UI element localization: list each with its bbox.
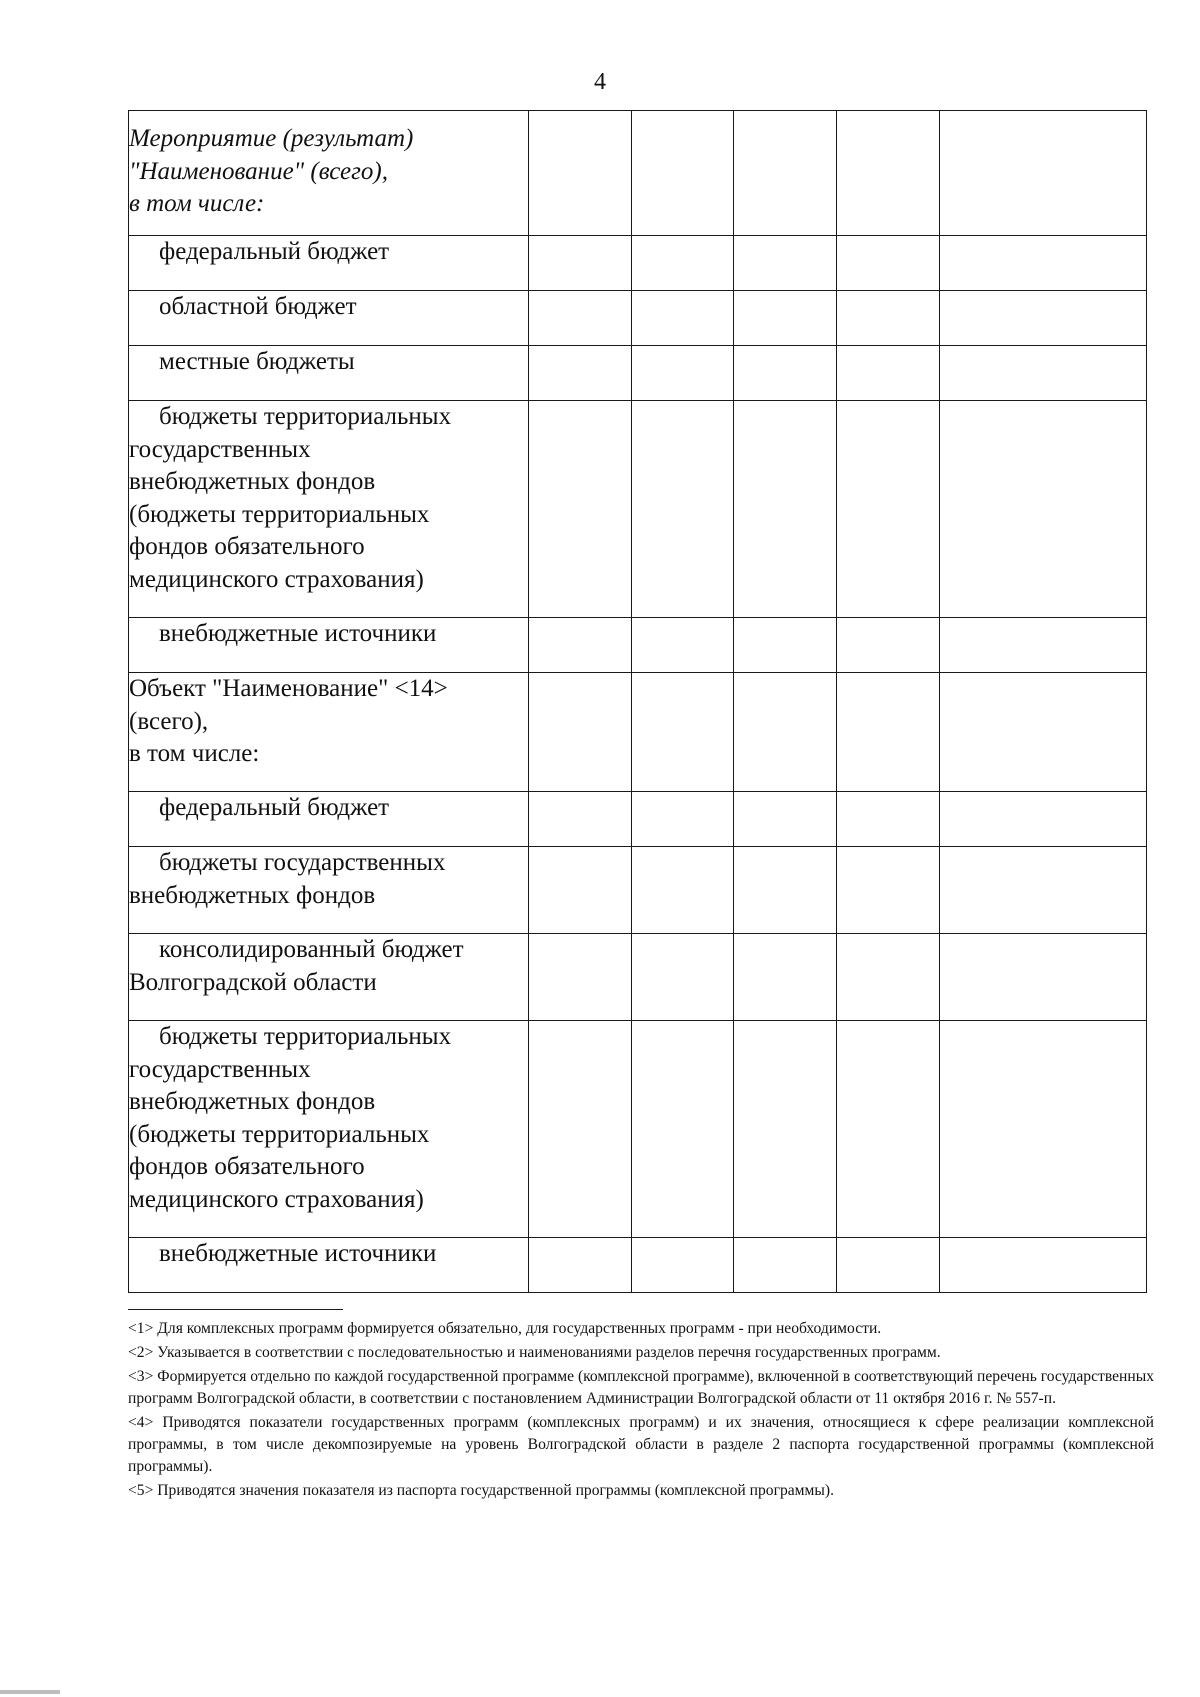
- value-cell: [632, 236, 734, 291]
- row-label-cell: [129, 236, 529, 291]
- value-cell: [940, 111, 1147, 236]
- value-cell: [632, 1238, 734, 1293]
- value-cell: [940, 236, 1147, 291]
- table-row: [129, 1021, 1147, 1238]
- value-cell: [529, 1021, 632, 1238]
- row-label-line: местные бюджеты: [159, 348, 355, 375]
- value-cell: [734, 1021, 837, 1238]
- row-label-line: в том числе:: [129, 190, 265, 217]
- value-cell: [837, 111, 940, 236]
- row-label-line: федеральный бюджет: [159, 794, 390, 821]
- row-label-cell: [129, 618, 529, 673]
- value-cell: [940, 618, 1147, 673]
- row-label-line: Мероприятие (результат): [129, 125, 414, 152]
- footnote-2: <2> Указывается в соответствии с последовательностью и наименованиями разделов перечня государственных программ.: [128, 1344, 941, 1361]
- value-cell: [940, 1021, 1147, 1238]
- value-cell: [734, 401, 837, 618]
- row-label-cell: [129, 291, 529, 346]
- value-cell: [837, 847, 940, 934]
- table-row: [129, 618, 1147, 673]
- table-row: [129, 847, 1147, 934]
- value-cell: [529, 346, 632, 401]
- row-label-line: внебюджетные источники: [159, 1240, 437, 1267]
- value-cell: [529, 401, 632, 618]
- value-cell: [940, 792, 1147, 847]
- value-cell: [734, 291, 837, 346]
- table-row: [129, 346, 1147, 401]
- value-cell: [837, 934, 940, 1021]
- table-row: [129, 401, 1147, 618]
- row-label-line: фондов обязательного: [129, 533, 365, 560]
- footnote-3: <3> Формируется отдельно по каждой государственной программе (комплексной программе), включенной в соответствующий перечень государственных программ Волгоградской области, в соответствии с постановлением Администрации Волгоградской области от 11 октября 2016 г. № 557-п.: [128, 1368, 1154, 1407]
- footnote-separator: [128, 1309, 343, 1310]
- row-label-cell: [129, 1238, 529, 1293]
- row-label-line: внебюджетных фондов: [129, 881, 376, 909]
- footnotes: [128, 1318, 1154, 1504]
- table-row: [129, 792, 1147, 847]
- value-cell: [632, 792, 734, 847]
- value-cell: [837, 291, 940, 346]
- value-cell: [529, 618, 632, 673]
- row-label-cell: [129, 111, 529, 236]
- row-label-line: бюджеты территориальных: [159, 403, 452, 430]
- table-row: [129, 291, 1147, 346]
- value-cell: [837, 792, 940, 847]
- row-label-line: (бюджеты территориальных: [129, 1120, 430, 1148]
- value-cell: [529, 792, 632, 847]
- table-row: [129, 1238, 1147, 1293]
- value-cell: [632, 673, 734, 792]
- value-cell: [632, 934, 734, 1021]
- value-cell: [837, 346, 940, 401]
- value-cell: [940, 934, 1147, 1021]
- value-cell: [837, 236, 940, 291]
- value-cell: [837, 401, 940, 618]
- row-label-line: (бюджеты территориальных: [129, 500, 430, 528]
- value-cell: [529, 236, 632, 291]
- value-cell: [940, 346, 1147, 401]
- value-cell: [734, 934, 837, 1021]
- footnote-5: <5> Приводятся значения показателя из паспорта государственной программы (комплексной программы).: [128, 1482, 834, 1499]
- scan-artifact: [0, 1690, 60, 1694]
- value-cell: [734, 618, 837, 673]
- value-cell: [529, 291, 632, 346]
- value-cell: [940, 847, 1147, 934]
- row-label-line: областной бюджет: [159, 293, 357, 320]
- row-label-line: "Наименование" (всего),: [129, 157, 388, 185]
- table-row: [129, 934, 1147, 1021]
- value-cell: [837, 618, 940, 673]
- row-label-line: внебюджетных фондов: [129, 468, 376, 495]
- value-cell: [734, 111, 837, 236]
- value-cell: [940, 1238, 1147, 1293]
- row-label-line: внебюджетных фондов: [129, 1088, 376, 1115]
- value-cell: [734, 792, 837, 847]
- table-row: [129, 111, 1147, 236]
- footnote-1: <1> Для комплексных программ формируется обязательно, для государственных программ - при необходимости.: [128, 1320, 882, 1337]
- value-cell: [632, 401, 734, 618]
- value-cell: [632, 346, 734, 401]
- row-label-line: государственных: [129, 435, 311, 463]
- table-row: [129, 236, 1147, 291]
- value-cell: [632, 847, 734, 934]
- value-cell: [529, 1238, 632, 1293]
- row-label-line: в том числе:: [129, 740, 260, 767]
- value-cell: [632, 1021, 734, 1238]
- value-cell: [529, 934, 632, 1021]
- value-cell: [734, 236, 837, 291]
- row-label-cell: [129, 673, 529, 792]
- funding-table: [128, 110, 1147, 1293]
- value-cell: [529, 673, 632, 792]
- table-row: [129, 673, 1147, 792]
- row-label-line: бюджеты государственных: [159, 849, 446, 876]
- value-cell: [734, 847, 837, 934]
- value-cell: [632, 111, 734, 236]
- row-label-line: внебюджетные источники: [159, 620, 437, 647]
- row-label-line: Объект "Наименование" <14>: [129, 675, 448, 702]
- row-label-line: Волгоградской области: [129, 968, 377, 996]
- value-cell: [734, 1238, 837, 1293]
- value-cell: [632, 618, 734, 673]
- value-cell: [940, 291, 1147, 346]
- value-cell: [837, 1238, 940, 1293]
- row-label-cell: [129, 401, 529, 618]
- value-cell: [837, 1021, 940, 1238]
- row-label-line: медицинского страхования): [129, 565, 424, 593]
- value-cell: [940, 401, 1147, 618]
- value-cell: [734, 346, 837, 401]
- row-label-line: (всего),: [129, 707, 209, 735]
- value-cell: [529, 111, 632, 236]
- row-label-line: федеральный бюджет: [159, 238, 390, 265]
- value-cell: [529, 847, 632, 934]
- value-cell: [837, 673, 940, 792]
- row-label-line: государственных: [129, 1055, 311, 1083]
- row-label-cell: [129, 792, 529, 847]
- row-label-line: бюджеты территориальных: [159, 1023, 452, 1050]
- footnote-4: <4> Приводятся показатели государственных программ (комплексных программ) и их значения, относящиеся к сфере реализации комплексной программы, в том числе декомпозируемые на уровень Волгоградской области в разделе 2 паспорта государственной программы (комплексной программы).: [128, 1414, 1154, 1475]
- page-number: 4: [594, 69, 606, 95]
- row-label-cell: [129, 847, 529, 934]
- value-cell: [940, 673, 1147, 792]
- row-label-line: фондов обязательного: [129, 1153, 365, 1180]
- row-label-cell: [129, 346, 529, 401]
- value-cell: [632, 291, 734, 346]
- row-label-line: медицинского страхования): [129, 1185, 424, 1213]
- row-label-cell: [129, 934, 529, 1021]
- value-cell: [734, 673, 837, 792]
- row-label-cell: [129, 1021, 529, 1238]
- row-label-line: консолидированный бюджет: [159, 936, 464, 963]
